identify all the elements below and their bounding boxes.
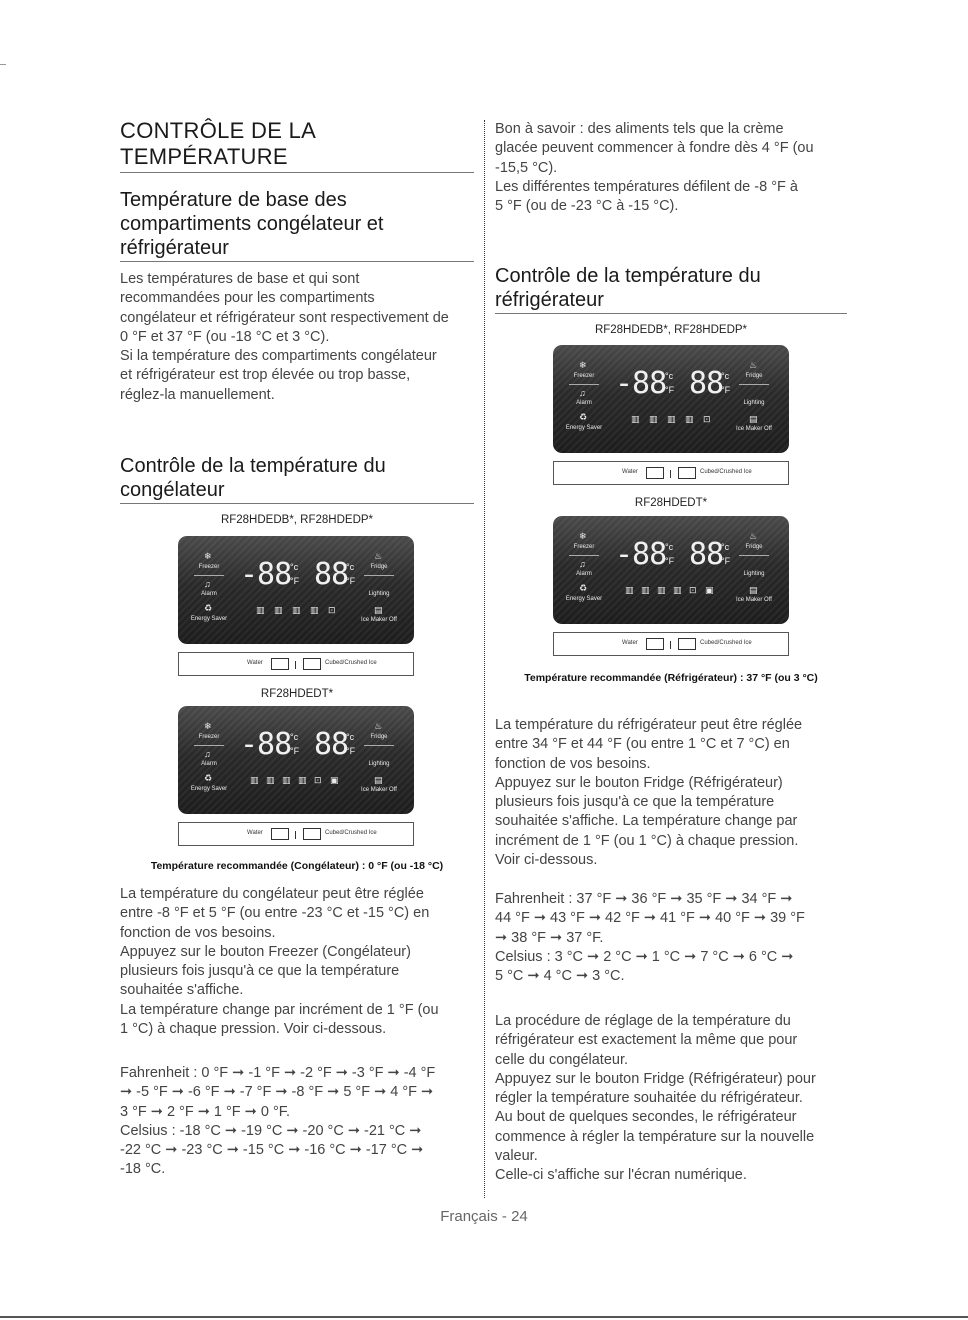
ice-maker-off-label: Ice Maker Off [361, 787, 397, 793]
crushed-ice-icon: ▥ [685, 414, 694, 424]
alarm-icon: ♫ [204, 749, 211, 759]
unit-f-label: °F [346, 746, 356, 756]
filter-icon: ▥ [649, 414, 658, 424]
fridge-label: Fridge [745, 544, 763, 550]
base-temperature-text: Les températures de base et qui sont recommandées pour les compartiments congélateur et réfrigérateur sont respectivement de 0 °F et 37 °F (ou -18 °C et 3 °C). Si la température des compartiments congélateur et réfrigérateur est trop élevée ou trop basse, réglez-la manuellement. [120, 271, 449, 403]
cubed-ice-icon: ▥ [657, 585, 666, 595]
water-button-box [271, 658, 289, 670]
fridge-icon: ♨ [749, 531, 758, 541]
display-panel [553, 345, 789, 453]
unit-c-label: °c [346, 732, 355, 742]
unit-f-label: °F [290, 746, 300, 756]
unit-c-label: °c [721, 542, 730, 552]
filter-icon: ▥ [641, 585, 650, 595]
ice-maker-icon: ▤ [749, 585, 758, 595]
alarm-label: Alarm [201, 761, 217, 767]
unit-f-label: °F [665, 556, 675, 566]
alarm-label: Alarm [576, 571, 592, 577]
edge-mark [0, 64, 6, 65]
unit-c-label: °c [665, 371, 674, 381]
column-divider [484, 120, 485, 1198]
freezer-temp-display: -88 [615, 366, 667, 401]
ice-button-box [678, 467, 696, 479]
energy-saver-label: Energy Saver [565, 425, 603, 431]
lighting-label: Lighting [368, 591, 390, 597]
strip-water-label: Water [247, 660, 263, 666]
strip-ice-label: Cubed/Crushed Ice [325, 830, 377, 836]
freezer-model-label-1: RF28HDEDB*, RF28HDEDP* [220, 514, 374, 526]
freezer-control-text: La température du congélateur peut être réglée entre -8 °F et 5 °F (ou entre -23 °C et -15 °C) en fonction de vos besoins. Appuyez sur le bouton Freezer (Congélateur) plusieurs fois jusqu'à ce que la température souhaitée s'affiche. La température change par incrément de 1 °F (ou 1 °C) à chaque pression. Voir ci-dessous. [120, 886, 439, 1038]
strip-ice-label: Cubed/Crushed Ice [700, 640, 752, 646]
ice-maker-off-label: Ice Maker Off [736, 597, 772, 603]
lock-icon: ⊡ [328, 605, 336, 615]
strip-water-label: Water [247, 830, 263, 836]
fridge-temp-display: 88 [689, 366, 724, 401]
lighting-label: Lighting [743, 571, 765, 577]
crushed-ice-icon: ▥ [673, 585, 682, 595]
display-panel [178, 536, 414, 644]
ice-maker-off-label: Ice Maker Off [361, 617, 397, 623]
lock-icon: ⊡ [689, 585, 697, 595]
freezer-temp-display: -88 [240, 727, 292, 762]
ice-button-box [303, 828, 321, 840]
water-icon: ▥ [631, 414, 640, 424]
freezer-icon: ❄ [579, 531, 587, 541]
fridge-control-panel-1 [553, 345, 789, 485]
unit-c-label: °c [721, 371, 730, 381]
alarm-icon: ♫ [579, 388, 586, 398]
freezer-label: Freezer [198, 734, 220, 740]
fridge-model-label-2: RF28HDEDT* [634, 497, 708, 509]
section-heading-freezer-control: Contrôle de la température du congélateur [120, 454, 474, 504]
lighting-label: Lighting [743, 400, 765, 406]
fridge-procedure-text: La procédure de réglage de la température du réfrigérateur est exactement la même que pour celle du congélateur. Appuyez sur le bouton Fridge (Réfrigérateur) pour régler la température souhaitée du réfrigérateur. Au bout de quelques secondes, le réfrigérateur commence à régler la température sur la nouvelle valeur. Celle-ci s'affiche sur l'écran numérique. [495, 1013, 816, 1184]
water-button-box [646, 467, 664, 479]
lock-icon: ⊡ [703, 414, 711, 424]
fridge-model-label-1: RF28HDEDB*, RF28HDEDP* [594, 324, 748, 336]
freezer-temp-display: -88 [240, 557, 292, 592]
ice-maker-icon: ▤ [374, 775, 383, 785]
fridge-label: Fridge [370, 564, 388, 570]
unit-c-label: °c [346, 562, 355, 572]
fridge-icon: ♨ [374, 721, 383, 731]
energy-saver-icon: ♻ [579, 412, 588, 422]
cubed-ice-icon: ▥ [292, 605, 301, 615]
freezer-control-panel-2 [178, 706, 414, 846]
fridge-control-text: La température du réfrigérateur peut être réglée entre 34 °F et 44 °F (ou entre 1 °C et 7 °C) en fonction de vos besoins. Appuyez sur le bouton Fridge (Réfrigérateur) plusieurs fois jusqu'à ce que la température souhaitée s'affiche. La température change par incrément de 1 °F (ou 1 °C) à chaque pression. Voir ci-dessous. [495, 717, 803, 869]
water-button-box [271, 828, 289, 840]
water-icon: ▥ [625, 585, 634, 595]
ice-maker-off-label: Ice Maker Off [736, 426, 772, 432]
energy-saver-icon: ♻ [579, 583, 588, 593]
cubed-ice-icon: ▥ [282, 775, 291, 785]
unit-c-label: °c [290, 562, 299, 572]
ice-button-box [678, 638, 696, 650]
freezer-icon: ❄ [579, 360, 587, 370]
display-panel [178, 706, 414, 814]
filter-icon: ▥ [266, 775, 275, 785]
alarm-label: Alarm [201, 591, 217, 597]
dispenser-strip [178, 652, 414, 676]
fridge-recommended-caption: Température recommandée (Réfrigérateur) : 37 °F (ou 3 °C) [524, 672, 818, 684]
ice-off-icon: ▣ [330, 775, 339, 785]
fridge-label: Fridge [745, 373, 763, 379]
freezer-model-label-2: RF28HDEDT* [260, 688, 334, 700]
alarm-label: Alarm [576, 400, 592, 406]
freezer-temperature-sequence: Fahrenheit : 0 °F ➞ -1 °F ➞ -2 °F ➞ -3 °F ➞ -4 °F ➞ -5 °F ➞ -6 °F ➞ -7 °F ➞ -8 °F ➞ 5 °F ➞ 4 °F ➞ 3 °F ➞ 2 °F ➞ 1 °F ➞ 0 °F. Celsius : -18 °C ➞ -19 °C ➞ -20 °C ➞ -21 °C ➞ -22 °C ➞ -23 °C ➞ -15 °C ➞ -16 °C ➞ -17 °C ➞ -18 °C. [120, 1065, 436, 1178]
water-icon: ▥ [250, 775, 259, 785]
unit-c-label: °c [290, 732, 299, 742]
energy-saver-label: Energy Saver [190, 786, 228, 792]
fridge-icon: ♨ [374, 551, 383, 561]
unit-f-label: °F [721, 385, 731, 395]
strip-water-label: Water [622, 640, 638, 646]
page-footer: Français - 24 [440, 1208, 528, 1225]
crushed-ice-icon: ▥ [298, 775, 307, 785]
fridge-temperature-sequence: Fahrenheit : 37 °F ➞ 36 °F ➞ 35 °F ➞ 34 °F ➞ 44 °F ➞ 43 °F ➞ 42 °F ➞ 41 °F ➞ 40 °F ➞ 39 °F ➞ 38 °F ➞ 37 °F. Celsius : 3 °C ➞ 2 °C ➞ 1 °C ➞ 7 °C ➞ 6 °C ➞ 5 °C ➞ 4 °C ➞ 3 °C. [495, 891, 805, 985]
lock-icon: ⊡ [314, 775, 322, 785]
ice-off-icon: ▣ [705, 585, 714, 595]
energy-saver-label: Energy Saver [190, 616, 228, 622]
bottom-rule [0, 1316, 968, 1318]
dispenser-strip [553, 461, 789, 485]
good-to-know-note: Bon à savoir : des aliments tels que la crème glacée peuvent commencer à fondre dès 4 °F (ou -15,5 °C). Les différentes températures défilent de -8 °F à 5 °F (ou de -23 °C à -15 °C). [495, 121, 814, 215]
unit-f-label: °F [721, 556, 731, 566]
freezer-recommended-caption: Température recommandée (Congélateur) : 0 °F (ou -18 °C) [150, 860, 444, 872]
filter-icon: ▥ [274, 605, 283, 615]
ice-maker-icon: ▤ [749, 414, 758, 424]
strip-water-label: Water [622, 469, 638, 475]
section-heading-fridge-control: Contrôle de la température du réfrigérateur [495, 264, 847, 314]
ice-maker-icon: ▤ [374, 605, 383, 615]
energy-saver-label: Energy Saver [565, 596, 603, 602]
dispenser-strip [178, 822, 414, 846]
freezer-icon: ❄ [204, 721, 212, 731]
water-icon: ▥ [256, 605, 265, 615]
display-panel [553, 516, 789, 624]
strip-ice-label: Cubed/Crushed Ice [325, 660, 377, 666]
fridge-icon: ♨ [749, 360, 758, 370]
fridge-temp-display: 88 [689, 537, 724, 572]
alarm-icon: ♫ [204, 579, 211, 589]
ice-button-box [303, 658, 321, 670]
unit-f-label: °F [290, 576, 300, 586]
water-button-box [646, 638, 664, 650]
freezer-label: Freezer [198, 564, 220, 570]
section-heading-base-temperature: Température de base des compartiments congélateur et réfrigérateur [120, 188, 474, 262]
freezer-control-panel-1 [178, 536, 414, 676]
unit-f-label: °F [346, 576, 356, 586]
lighting-label: Lighting [368, 761, 390, 767]
dispenser-strip [553, 632, 789, 656]
unit-f-label: °F [665, 385, 675, 395]
page-title: CONTRÔLE DE LA TEMPÉRATURE [120, 118, 474, 173]
freezer-icon: ❄ [204, 551, 212, 561]
alarm-icon: ♫ [579, 559, 586, 569]
crushed-ice-icon: ▥ [310, 605, 319, 615]
freezer-temp-display: -88 [615, 537, 667, 572]
unit-c-label: °c [665, 542, 674, 552]
fridge-control-panel-2 [553, 516, 789, 656]
freezer-label: Freezer [573, 373, 595, 379]
energy-saver-icon: ♻ [204, 773, 213, 783]
energy-saver-icon: ♻ [204, 603, 213, 613]
fridge-label: Fridge [370, 734, 388, 740]
fridge-temp-display: 88 [314, 727, 349, 762]
strip-ice-label: Cubed/Crushed Ice [700, 469, 752, 475]
cubed-ice-icon: ▥ [667, 414, 676, 424]
fridge-temp-display: 88 [314, 557, 349, 592]
freezer-label: Freezer [573, 544, 595, 550]
